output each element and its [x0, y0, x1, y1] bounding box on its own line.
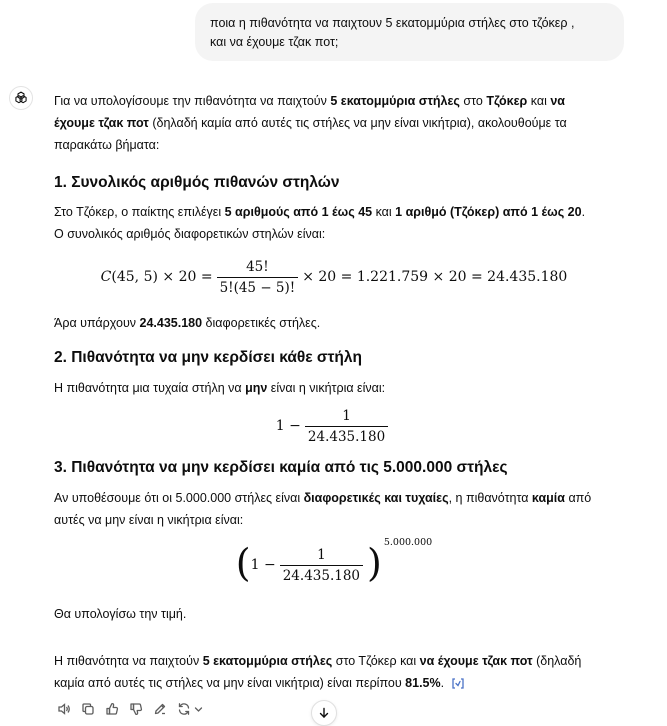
section3-paragraph: Αν υποθέσουμε ότι οι 5.000.000 στήλες είναι διαφορετικές και τυχαίες, η πιθανότητα καμία από αυτές να μην είναι η νικήτρια είναι: — [54, 491, 592, 527]
arrow-down-icon — [318, 707, 330, 719]
openai-logo-icon — [13, 90, 29, 106]
scroll-to-bottom-button[interactable] — [311, 700, 337, 726]
thumbs-up-icon[interactable] — [103, 700, 121, 718]
message-actions-toolbar — [55, 700, 203, 718]
compute-note: Θα υπολογίσω την τιμή. — [54, 607, 187, 621]
edit-canvas-icon[interactable] — [151, 700, 169, 718]
copy-icon[interactable] — [79, 700, 97, 718]
total-combinations-result: Άρα υπάρχουν 24.435.180 διαφορετικές στήλες. — [54, 316, 321, 330]
section3-heading: 3. Πιθανότητα να μην κερδίσει καμία από τις 5.000.000 στήλες — [54, 459, 508, 476]
section1-paragraph: Στο Τζόκερ, ο παίκτης επιλέγει 5 αριθμούς από 1 έως 45 και 1 αριθμό (Τζόκερ) από 1 έως 20. Ο συνολικός αριθμός διαφορετικών στηλών είναι: — [54, 205, 586, 241]
factorial-fraction: $\frac{45!}{5!(45 - 5)!}$ — [217, 259, 299, 296]
assistant-answer — [54, 90, 614, 694]
chevron-down-icon[interactable] — [193, 700, 203, 718]
section2-paragraph: Η πιθανότητα μια τυχαία στήλη να μην είναι η νικήτρια είναι: — [54, 381, 386, 395]
exponent: 5.000.000 — [383, 537, 433, 548]
user-message-line: και να έχουμε τζακ ποτ; — [210, 35, 339, 49]
thumbs-down-icon[interactable] — [127, 700, 145, 718]
combinations-formula: C (45, 5) × 20 = $\frac{45!}{5!(45 - 5)!}$ × 20 = 1.221.759 × 20 = 24.435.180 — [100, 258, 568, 296]
read-aloud-icon[interactable] — [55, 700, 73, 718]
total-loss-fraction: $\frac{1}{24.435.180}$ — [280, 547, 363, 584]
user-message-line: ποια η πιθανότητα να παιχτουν 5 εκατομμύρια στήλες στο τζόκερ , — [210, 16, 575, 30]
single-loss-formula: 1 − $\frac{1}{24.435.180}$ — [54, 403, 614, 449]
intro-paragraph: Για να υπολογίσουμε την πιθανότητα να παιχτούν 5 εκατομμύρια στήλες στο Τζόκερ και να έχουμε τζακ ποτ (δηλαδή καμία από αυτές τις στήλες να μην είναι νικήτρια), ακολουθούμε τα παρακάτω βήματα: — [54, 94, 567, 152]
section1-heading: 1. Συνολικός αριθμός πιθανών στηλών — [54, 174, 340, 191]
conclusion-paragraph: Η πιθανότητα να παιχτούν 5 εκατομμύρια στήλες στο Τζόκερ και να έχουμε τζακ ποτ (δηλαδή καμία από αυτές τις στήλες να μην είναι νικήτρια) είναι περίπου 81.5%. — [54, 654, 582, 690]
assistant-avatar — [9, 86, 33, 110]
total-loss-formula: ( 1 − $\frac{1}{24.435.180}$ ) 5.000.000 — [235, 537, 433, 585]
single-loss-fraction: $\frac{1}{24.435.180}$ — [305, 408, 388, 445]
user-message-bubble — [195, 3, 624, 61]
section2-heading: 2. Πιθανότητα να μην κερδίσει κάθε στήλη — [54, 349, 362, 366]
code-citation-icon[interactable] — [450, 677, 466, 691]
regenerate-icon[interactable] — [175, 700, 193, 718]
